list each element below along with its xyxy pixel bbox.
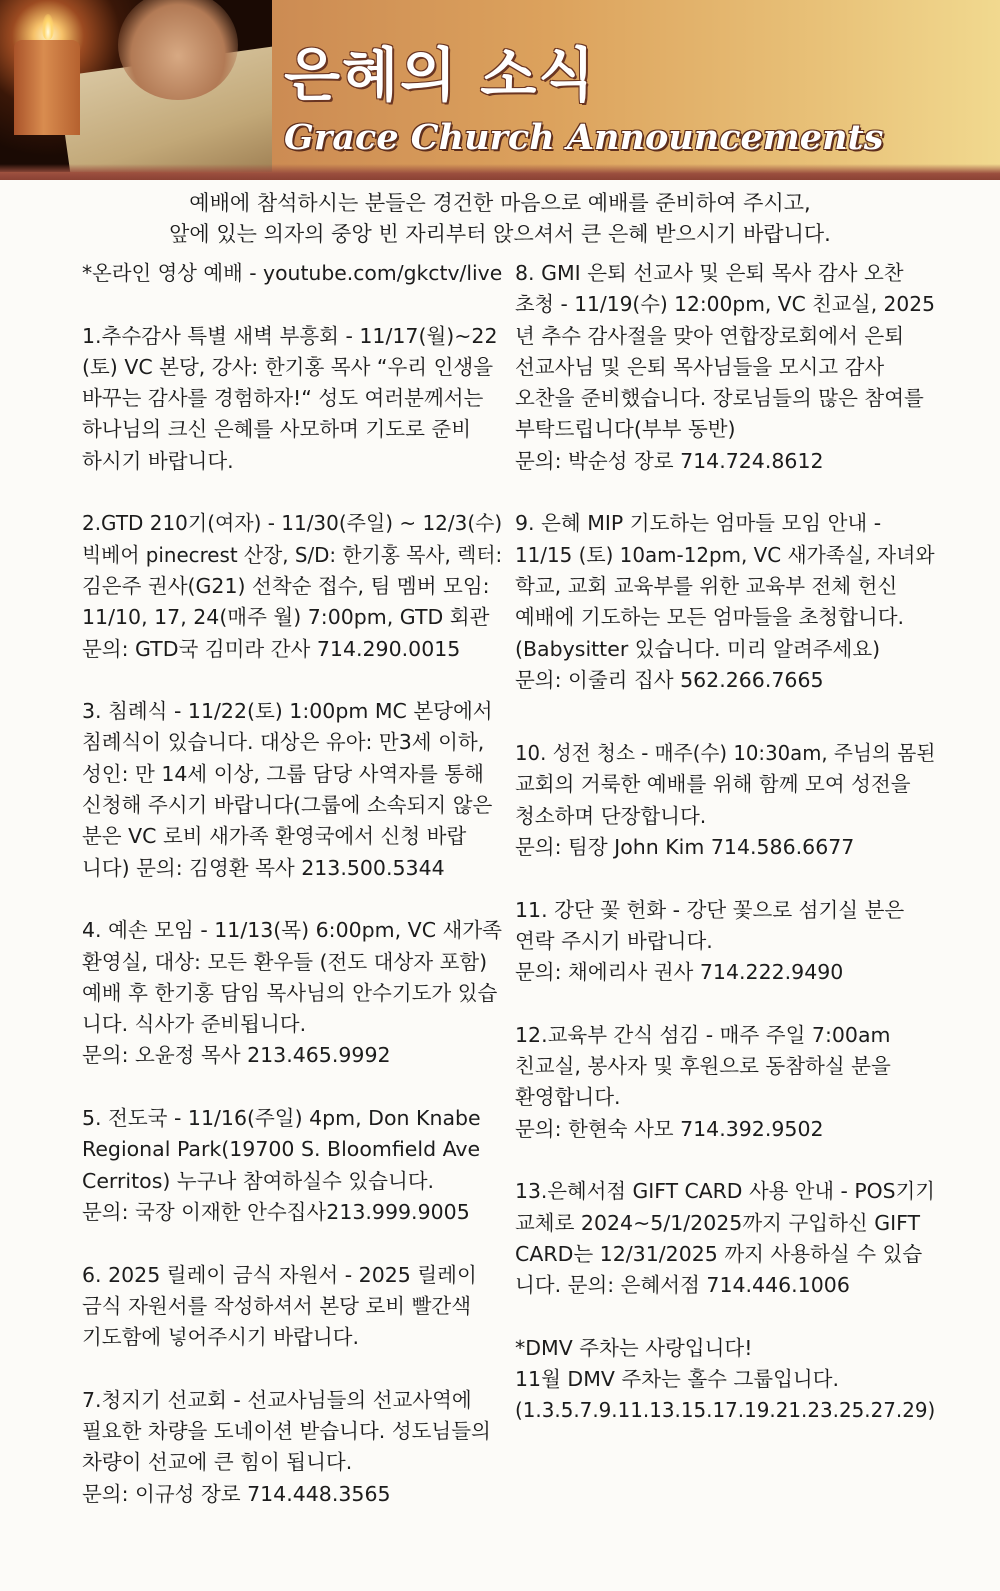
intro-line: 예배에 참석하시는 분들은 경건한 마음으로 예배를 준비하여 주시고, [189,191,811,215]
candle-image [14,40,80,135]
announcement-5: 5. 전도국 - 11/16(주일) 4pm, Don Knabe Regional Park(19700 S. Bloomfield Ave Cerritos) 누구나 참여하실수 있습니다. 문의: 국장 이재한 안수집사213.999.9005 [82,1106,481,1224]
announcement-7: 7.청지기 선교회 - 선교사님들의 선교사역에 필요한 차량을 도네이션 받습니다. 성도님들의 차량이 선교에 큰 힘이 됩니다. 문의: 이규성 장로 714.448.3565 [82,1387,491,1506]
page-title: 은혜의 소식 [284,41,597,109]
announcement-6: 6. 2025 릴레이 금식 자원서 - 2025 릴레이 금식 자원서를 작성하셔서 본당 로비 빨간색 기도함에 넣어주시기 바랍니다. [82,1262,477,1350]
announcement-10: 10. 성전 청소 - 매주(수) 10:30am, 주님의 몸된 교회의 거룩한 예배를 위해 함께 모여 성전을 청소하며 단장합니다. 문의: 팀장 John Kim 714.586.6677 [515,741,936,860]
announcement-9: 9. 은혜 MIP 기도하는 엄마들 모임 안내 - 11/15 (토) 10am-12pm, VC 새가족실, 자녀와 학교, 교회 교육부를 위한 교육부 전체 헌신 예배에 기도하는 모든 엄마들을 초청합니다. (Babysitter 있습니다. 미리 알려주세요) 문의: 이줄리 집사 562.266.7665 [515,511,935,692]
online-worship-notice: *온라인 영상 예배 - youtube.com/gkctv/live [82,261,503,285]
intro-notice [0,188,1000,250]
announcement-12: 12.교육부 간식 섬김 - 매주 주일 7:00am 친교실, 봉사자 및 후원으로 동참하실 분을 환영합니다. 문의: 한현숙 사모 714.392.9502 [515,1022,891,1141]
announcement-11: 11. 강단 꽃 헌화 - 강단 꽃으로 섬기실 분은 연락 주시기 바랍니다. 문의: 채에리사 권사 714.222.9490 [515,897,905,985]
right-column [515,258,935,1427]
announcement-8: 8. GMI 은퇴 선교사 및 은퇴 목사 감사 오찬 초청 - 11/19(수) 12:00pm, VC 친교실, 2025 년 추수 감사절을 맞아 연합장로회에서 은퇴 선교사님 및 은퇴 목사님들을 모시고 감사 오찬을 준비했습니다. 장로님들의 많은 참여를 부탁드립니다(부부 동반) 문의: 박순성 장로 714.724.8612 [515,261,935,473]
header-banner [0,0,1000,180]
dmv-parking-notice: *DMV 주차는 사랑입니다! 11월 DMV 주차는 홀수 그룹입니다. (1.3.5.7.9.11.13.15.17.19.21.23.25.27.29) [515,1335,936,1423]
page-subtitle: Grace Church Announcements [284,117,884,158]
candle-bible-photo [0,0,272,172]
announcement-2: 2.GTD 210기(여자) - 11/30(주일) ~ 12/3(수) 빅베어 pinecrest 산장, S/D: 한기홍 목사, 렉터: 김은주 권사(G21) 선착순 접수, 팀 멤버 모임: 11/10, 17, 24(매주 월) 7:00pm, GTD 회관 문의: GTD국 김미라 간사 714.290.0015 [82,511,503,661]
left-column [82,258,502,1510]
announcement-1: 1.추수감사 특별 새벽 부흥회 - 11/17(월)~22 (토) VC 본당, 강사: 한기홍 목사 “우리 인생을 바꾸는 감사를 경험하자!“ 성도 여러분께서는 하나님의 크신 은혜를 사모하며 기도로 준비 하시기 바랍니다. [82,323,498,473]
banner-divider [0,164,1000,180]
intro-line: 앞에 있는 의자의 중앙 빈 자리부터 앉으셔서 큰 은혜 받으시기 바랍니다. [169,222,831,246]
announcement-13: 13.은혜서점 GIFT CARD 사용 안내 - POS기기 교체로 2024~5/1/2025까지 구입하신 GIFT CARD는 12/31/2025 까지 사용하실 수 있습 니다. 문의: 은혜서점 714.446.1006 [515,1179,935,1298]
announcement-4: 4. 예손 모임 - 11/13(목) 6:00pm, VC 새가족 환영실, 대상: 모든 환우들 (전도 대상자 포함) 예배 후 한기홍 담임 목사님의 안수기도가 있습 니다. 식사가 준비됩니다. 문의: 오윤정 목사 213.465.9992 [82,918,502,1068]
announcement-3: 3. 침례식 - 11/22(토) 1:00pm MC 본당에서 침례식이 있습니다. 대상은 유아: 만3세 이하, 성인: 만 14세 이상, 그룹 담당 사역자를 통해 신청해 주시기 바랍니다(그룹에 소속되지 않은 분은 VC 로비 새가족 환영국에서 신청 바랍 니다) 문의: 김영환 목사 213.500.5344 [82,699,493,880]
candle-flame-icon [42,14,54,40]
